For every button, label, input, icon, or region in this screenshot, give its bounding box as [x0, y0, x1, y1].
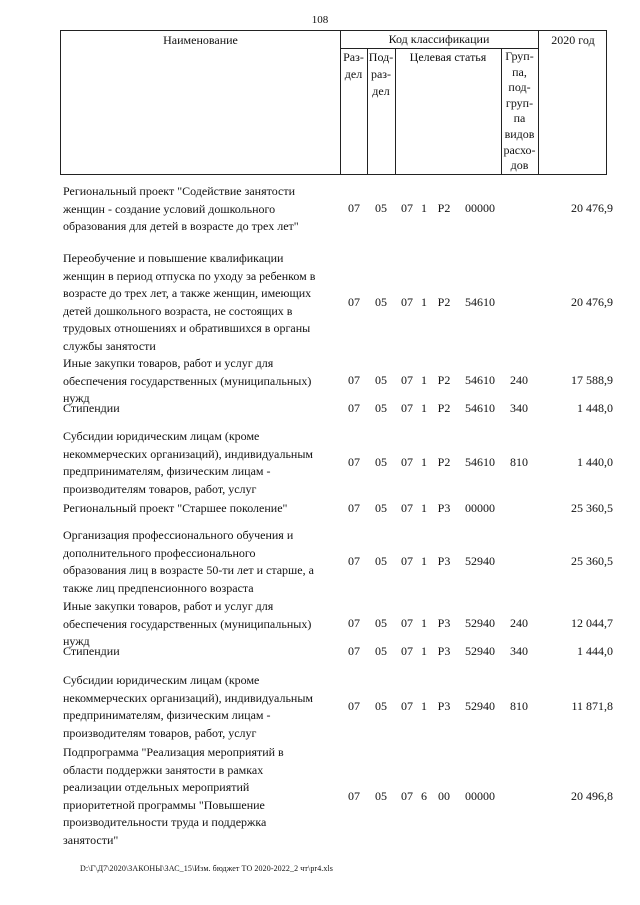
row-name-line: Иные закупки товаров, работ и услуг для: [63, 356, 274, 370]
row-name-line: Переобучение и повышение квалификации: [63, 251, 284, 265]
row-name-line: некоммерческих организаций), индивидуальным: [63, 446, 313, 461]
row-target-event: Р3: [437, 500, 451, 515]
header-vid-line: расхо-: [503, 142, 536, 157]
row-razdel: 07: [348, 373, 360, 388]
header-podrazdel: [367, 49, 395, 100]
row-razdel: 07: [348, 455, 360, 470]
row-expense-type: 240: [510, 616, 528, 631]
row-target-subprogram: 1: [421, 616, 427, 631]
row-target-direction: 54610: [465, 455, 495, 470]
row-target-event: Р2: [437, 201, 451, 216]
page-number: 108: [311, 14, 329, 26]
row-name-line: обеспечения государственных (муниципальных): [63, 616, 312, 631]
row-razdel: 07: [348, 643, 360, 658]
header-divider: [395, 48, 396, 174]
row-target-direction: 52940: [465, 616, 495, 631]
header-razdel-line: Раз-: [343, 50, 364, 64]
row-target-subprogram: 1: [421, 373, 427, 388]
row-expense-type: 340: [510, 643, 528, 658]
row-target-event: Р2: [437, 455, 451, 470]
row-name-line: занятости": [63, 832, 119, 847]
row-target-direction: 00000: [465, 788, 495, 803]
row-target-event: Р3: [437, 554, 451, 569]
row-name-line: дополнительного профессионального: [63, 545, 256, 560]
row-expense-type: 340: [510, 400, 528, 415]
header-vid-line: Груп-: [505, 49, 534, 63]
row-expense-type: 810: [510, 455, 528, 470]
row-target-event: Р2: [437, 400, 451, 415]
row-name-line: возрасте до трех лет, а также женщин, имеющих: [63, 286, 312, 301]
row-name-line: области поддержки занятости в рамках: [63, 762, 264, 777]
header-target: Целевая статья: [409, 50, 487, 64]
file-path-footer: D:\Г\Д7\2020\ЗАКОНЫ\ЗАС_15\Изм. бюджет ТО 2020-2022_2 чт\pr4.xls: [80, 864, 334, 873]
row-name: [63, 428, 335, 498]
header-podrazdel-line: раз-: [370, 67, 392, 81]
row-name-line: Региональный проект "Старшее поколение": [63, 501, 288, 515]
row-name-line: нужд: [63, 634, 90, 649]
row-amount-2020: 25 360,5: [571, 554, 613, 569]
row-target-event: Р3: [437, 699, 451, 714]
row-razdel: 07: [348, 201, 360, 216]
row-name-line: нужд: [63, 391, 90, 406]
row-target-program: 07: [401, 373, 413, 388]
header-divider: [538, 31, 539, 174]
row-expense-type: 240: [510, 373, 528, 388]
row-target-subprogram: 1: [421, 500, 427, 515]
row-podrazdel: 05: [375, 400, 387, 415]
row-target-direction: 52940: [465, 699, 495, 714]
row-razdel: 07: [348, 294, 360, 309]
header-vid-line: па: [513, 111, 526, 126]
header-classification: Код классификации: [388, 32, 490, 46]
row-target-program: 07: [401, 455, 413, 470]
row-amount-2020: 20 496,8: [571, 788, 613, 803]
row-target-subprogram: 1: [421, 643, 427, 658]
row-target-direction: 52940: [465, 643, 495, 658]
row-target-direction: 54610: [465, 373, 495, 388]
row-target-direction: 54610: [465, 294, 495, 309]
row-podrazdel: 05: [375, 500, 387, 515]
row-amount-2020: 1 440,0: [577, 455, 613, 470]
row-razdel: 07: [348, 500, 360, 515]
row-target-event: Р2: [437, 294, 451, 309]
row-razdel: 07: [348, 788, 360, 803]
header-vid-line: па,: [512, 64, 527, 79]
header-vid: [501, 49, 538, 174]
row-name-line: производителям товаров, работ, услуг: [63, 481, 257, 496]
row-name-line: образования лиц в возрасте 50-ти лет и старше, а: [63, 563, 314, 578]
row-podrazdel: 05: [375, 643, 387, 658]
header-podrazdel-line: Под-: [368, 50, 394, 64]
row-target-program: 07: [401, 500, 413, 515]
row-name-line: производителям товаров, работ, услуг: [63, 725, 257, 740]
row-podrazdel: 05: [375, 201, 387, 216]
row-expense-type: 810: [510, 699, 528, 714]
row-name-line: образования для детей в возрасте до трех лет": [63, 219, 299, 234]
row-podrazdel: 05: [375, 373, 387, 388]
row-amount-2020: 12 044,7: [571, 616, 613, 631]
row-podrazdel: 05: [375, 616, 387, 631]
row-name: [63, 183, 335, 236]
row-target-program: 07: [401, 643, 413, 658]
row-target-program: 07: [401, 616, 413, 631]
row-name: [63, 400, 335, 418]
row-target-subprogram: 1: [421, 400, 427, 415]
row-name-line: Стипендии: [63, 401, 120, 415]
header-vid-line: дов: [510, 158, 529, 173]
row-target-subprogram: 1: [421, 554, 427, 569]
row-amount-2020: 1 444,0: [577, 643, 613, 658]
row-name-line: также лиц предпенсионного возраста: [63, 580, 254, 595]
header-podrazdel-line: дел: [372, 84, 390, 98]
row-podrazdel: 05: [375, 699, 387, 714]
row-name-line: Субсидии юридическим лицам (кроме: [63, 673, 260, 687]
row-name-line: приоритетной программы "Повышение: [63, 797, 265, 812]
row-name-line: женщин в период отпуска по уходу за ребенком в: [63, 268, 316, 283]
row-amount-2020: 20 476,9: [571, 201, 613, 216]
row-name-line: детей дошкольного возраста, не состоящих в: [63, 303, 293, 318]
row-name-line: обеспечения государственных (муниципальных): [63, 373, 312, 388]
row-amount-2020: 20 476,9: [571, 294, 613, 309]
row-name-line: предпринимателям, физическим лицам -: [63, 464, 271, 479]
row-target-direction: 00000: [465, 500, 495, 515]
row-name-line: предпринимателям, физическим лицам -: [63, 708, 271, 723]
header-razdel-line: дел: [344, 67, 363, 81]
row-name-line: женщин - создание условий дошкольного: [63, 201, 276, 216]
row-target-program: 07: [401, 699, 413, 714]
row-name-line: некоммерческих организаций), индивидуальным: [63, 690, 313, 705]
row-name-line: реализации отдельных мероприятий: [63, 780, 250, 795]
header-year: 2020 год: [551, 33, 595, 47]
row-target-event: Р3: [437, 643, 451, 658]
row-target-program: 07: [401, 788, 413, 803]
header-vid-line: видов: [504, 126, 535, 141]
row-amount-2020: 25 360,5: [571, 500, 613, 515]
row-name-line: Региональный проект "Содействие занятости: [63, 184, 295, 198]
row-name-line: Иные закупки товаров, работ и услуг для: [63, 599, 274, 613]
row-amount-2020: 1 448,0: [577, 400, 613, 415]
row-target-program: 07: [401, 554, 413, 569]
row-name-line: производительности труда и поддержка: [63, 815, 267, 830]
row-name-line: трудовых отношениях и обратившихся в органы: [63, 321, 311, 336]
row-podrazdel: 05: [375, 294, 387, 309]
row-name-line: Подпрограмма "Реализация мероприятий в: [63, 745, 284, 759]
table-header: [60, 30, 607, 175]
row-target-program: 07: [401, 400, 413, 415]
row-target-subprogram: 1: [421, 294, 427, 309]
row-name: [63, 672, 335, 742]
row-razdel: 07: [348, 699, 360, 714]
row-name: [63, 500, 335, 518]
row-target-subprogram: 1: [421, 201, 427, 216]
row-target-subprogram: 1: [421, 699, 427, 714]
row-name-line: Субсидии юридическим лицам (кроме: [63, 429, 260, 443]
row-amount-2020: 11 871,8: [571, 699, 613, 714]
row-target-direction: 54610: [465, 400, 495, 415]
row-target-program: 07: [401, 294, 413, 309]
row-target-direction: 52940: [465, 554, 495, 569]
row-name-line: Стипендии: [63, 644, 120, 658]
row-amount-2020: 17 588,9: [571, 373, 613, 388]
row-name: [63, 643, 335, 661]
row-target-subprogram: 6: [421, 788, 427, 803]
row-target-subprogram: 1: [421, 455, 427, 470]
row-target-direction: 00000: [465, 201, 495, 216]
row-razdel: 07: [348, 400, 360, 415]
header-vid-line: под-: [508, 80, 531, 95]
header-name: Наименование: [163, 33, 238, 47]
header-razdel: [340, 49, 367, 83]
row-name: [63, 250, 335, 356]
row-podrazdel: 05: [375, 554, 387, 569]
row-name-line: Организация профессионального обучения и: [63, 528, 294, 542]
row-podrazdel: 05: [375, 788, 387, 803]
row-name: [63, 527, 335, 597]
header-vid-line: груп-: [505, 95, 534, 110]
row-target-event: Р3: [437, 616, 451, 631]
row-razdel: 07: [348, 616, 360, 631]
row-name: [63, 744, 335, 850]
row-target-program: 07: [401, 201, 413, 216]
row-razdel: 07: [348, 554, 360, 569]
row-name-line: службы занятости: [63, 338, 156, 353]
row-target-event: Р2: [437, 373, 451, 388]
row-podrazdel: 05: [375, 455, 387, 470]
row-target-event: 00: [438, 788, 450, 803]
